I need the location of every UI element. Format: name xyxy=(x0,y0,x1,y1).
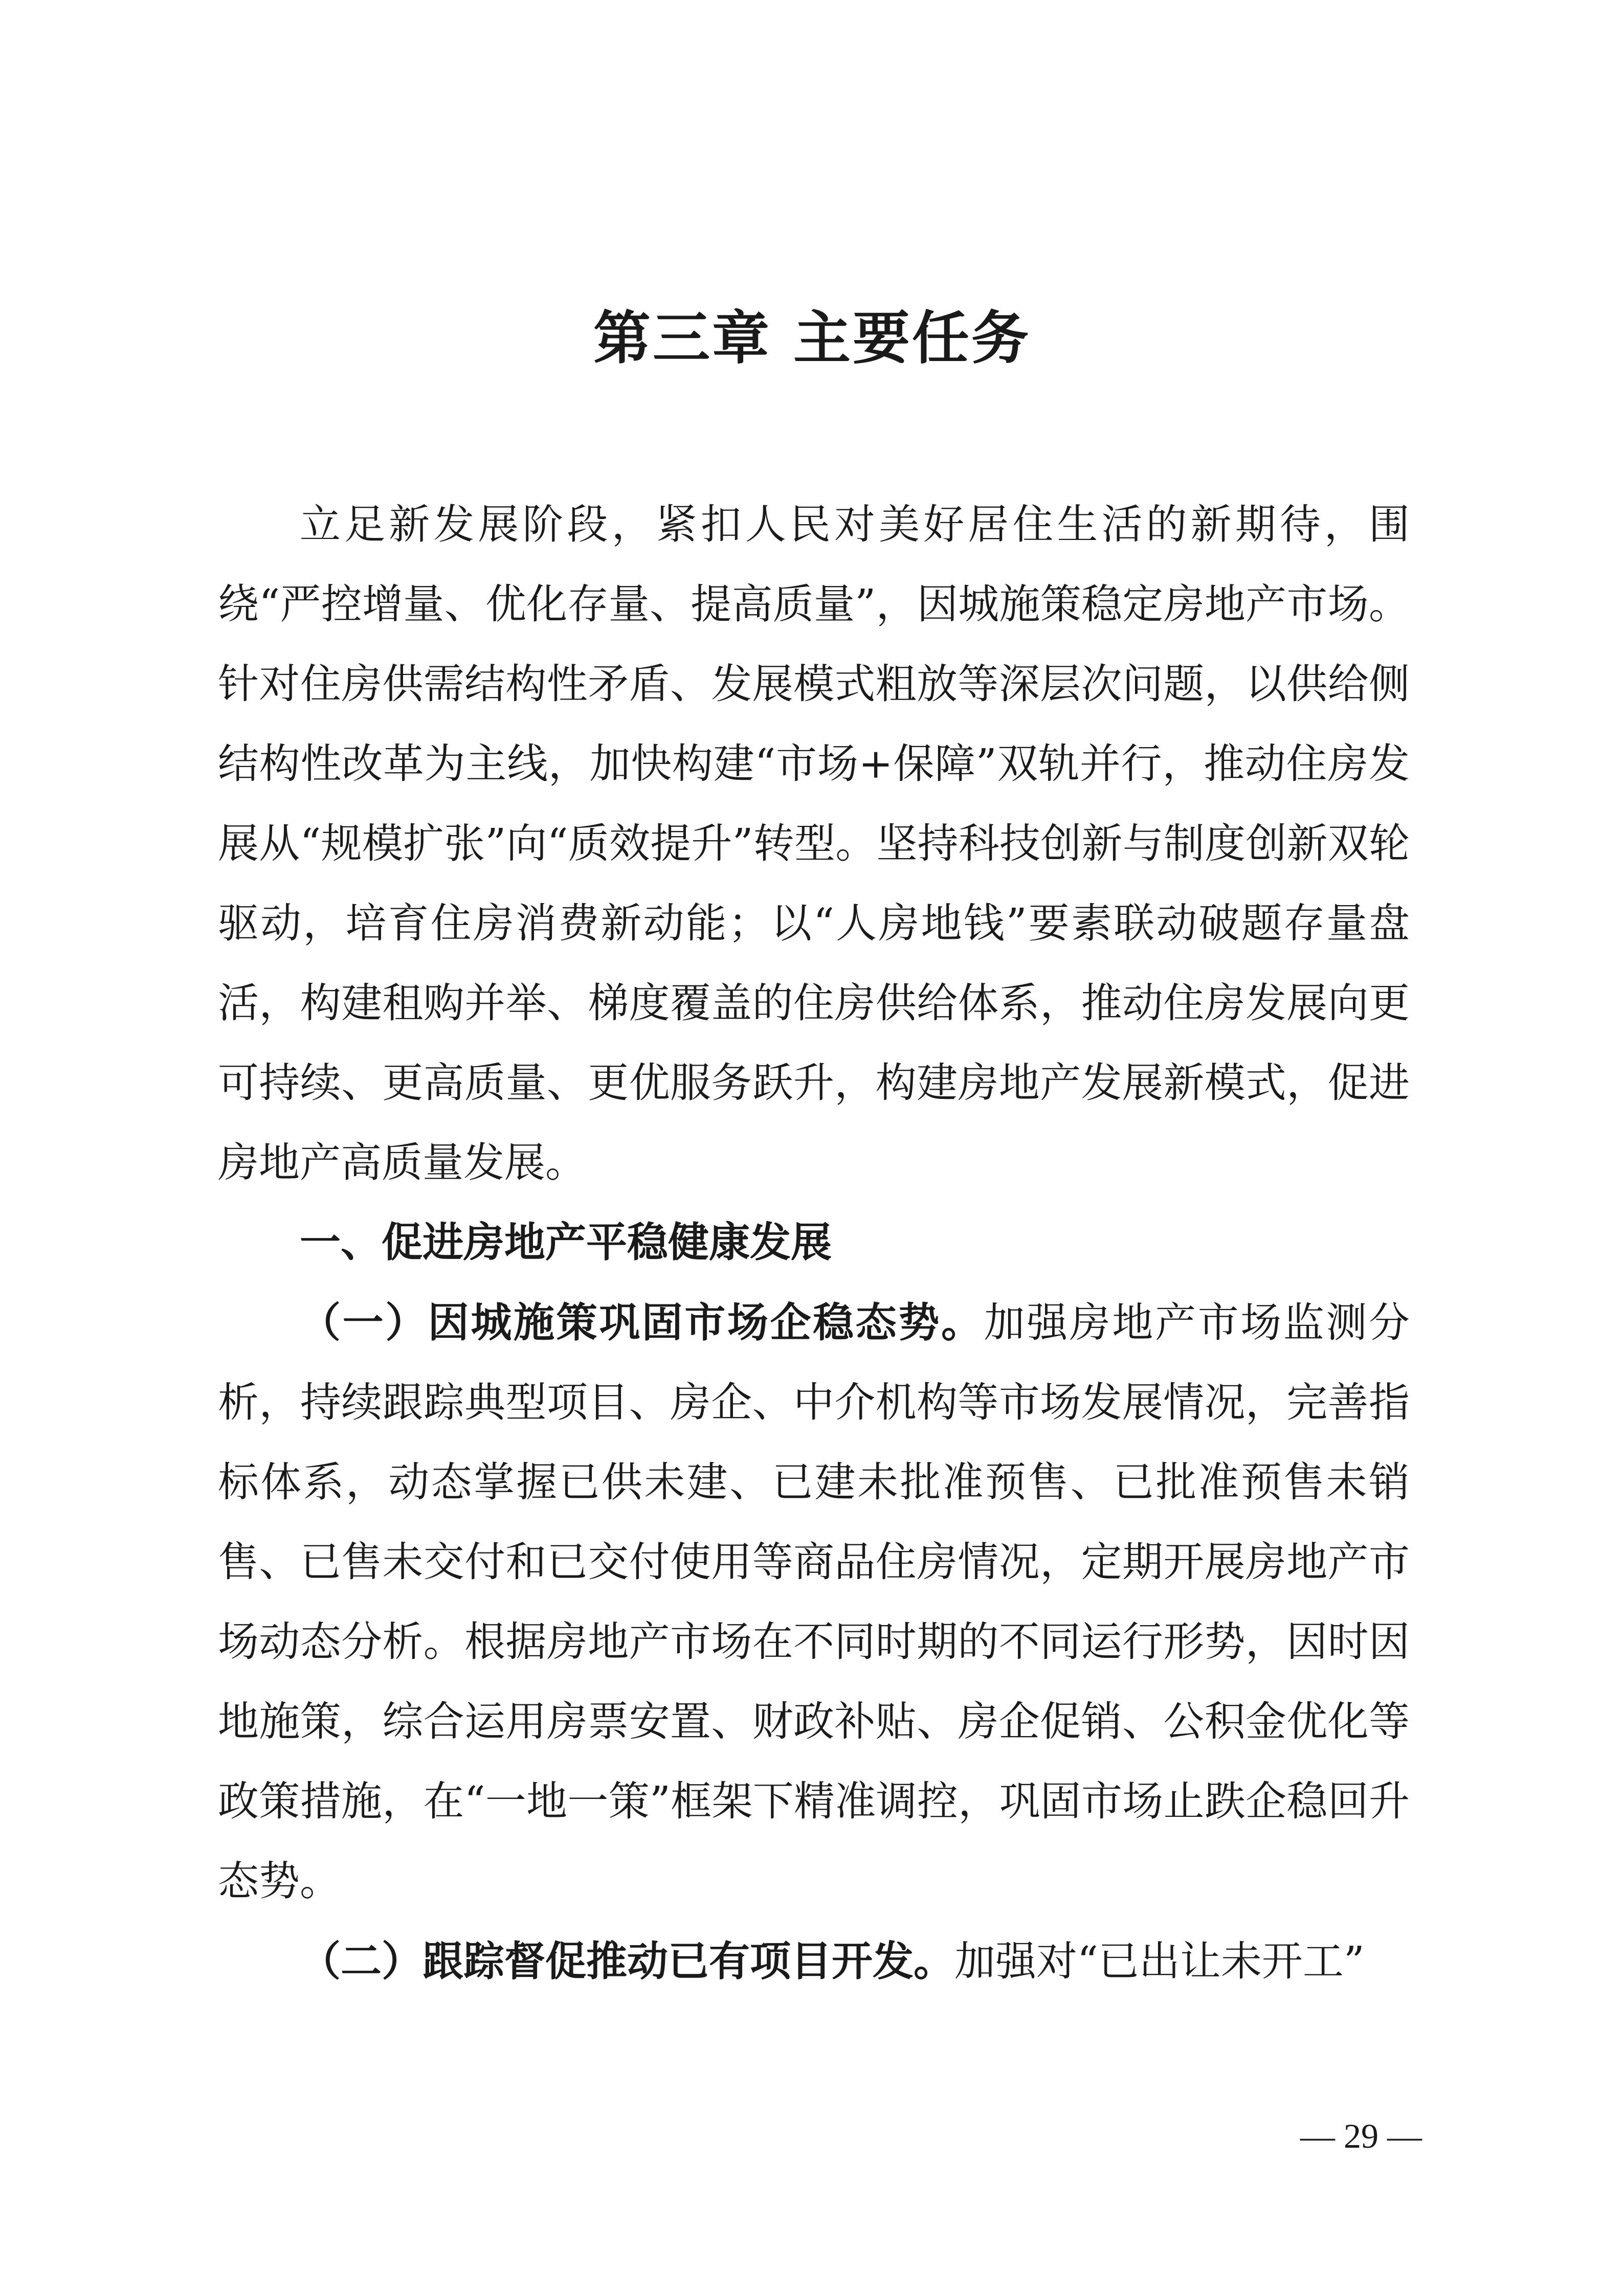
page-number: — 29 — xyxy=(1300,2117,1422,2155)
intro-paragraph: 立足新发展阶段，紧扣人民对美好居住生活的新期待，围绕“严控增量、优化存量、提高质量”，因城施策稳定房地产市场。针对住房供需结构性矛盾、发展模式粗放等深层次问题，以供给侧结构性改革为主线，加快构建“市场+保障”双轨并行，推动住房发展从“规模扩张”向“质效提升”转型。坚持科技创新与制度创新双轮驱动，培育住房消费新动能；以“人房地钱”要素联动破题存量盘活，构建租购并举、梯度覆盖的住房供给体系，推动住房发展向更可持续、更高质量、更优服务跃升，构建房地产发展新模式，促进房地产高质量发展。 xyxy=(218,501,1410,1186)
item-heading: （一）因城施策巩固市场企稳态势。 xyxy=(300,1298,984,1346)
item-text: 加强房地产市场监测分析，持续跟踪典型项目、房企、中介机构等市场发展情况，完善指标体系，动态掌握已供未建、已建未批准预售、已批准预售未销售、已售未交付和已交付使用等商品住房情况，定期开展房地产市场动态分析。根据房地产市场在不同时期的不同运行形势，因时因地施策，综合运用房票安置、财政补贴、房企促销、公积金优化等政策措施，在“一地一策”框架下精准调控，巩固市场止跌企稳回升态势。 xyxy=(218,1299,1410,1905)
page-title: 第三章 主要任务 xyxy=(593,305,1031,372)
item-text: 加强对“已出让未开工” xyxy=(954,1938,1365,1985)
section-heading: 一、促进房地产平稳健康发展 xyxy=(300,1219,832,1266)
paragraph-item-2 xyxy=(218,1921,1410,2001)
paragraph-item-1 xyxy=(218,1282,1410,1921)
item-heading: （二）跟踪督促推动已有项目开发。 xyxy=(300,1937,954,1985)
document-body xyxy=(218,485,1410,2001)
